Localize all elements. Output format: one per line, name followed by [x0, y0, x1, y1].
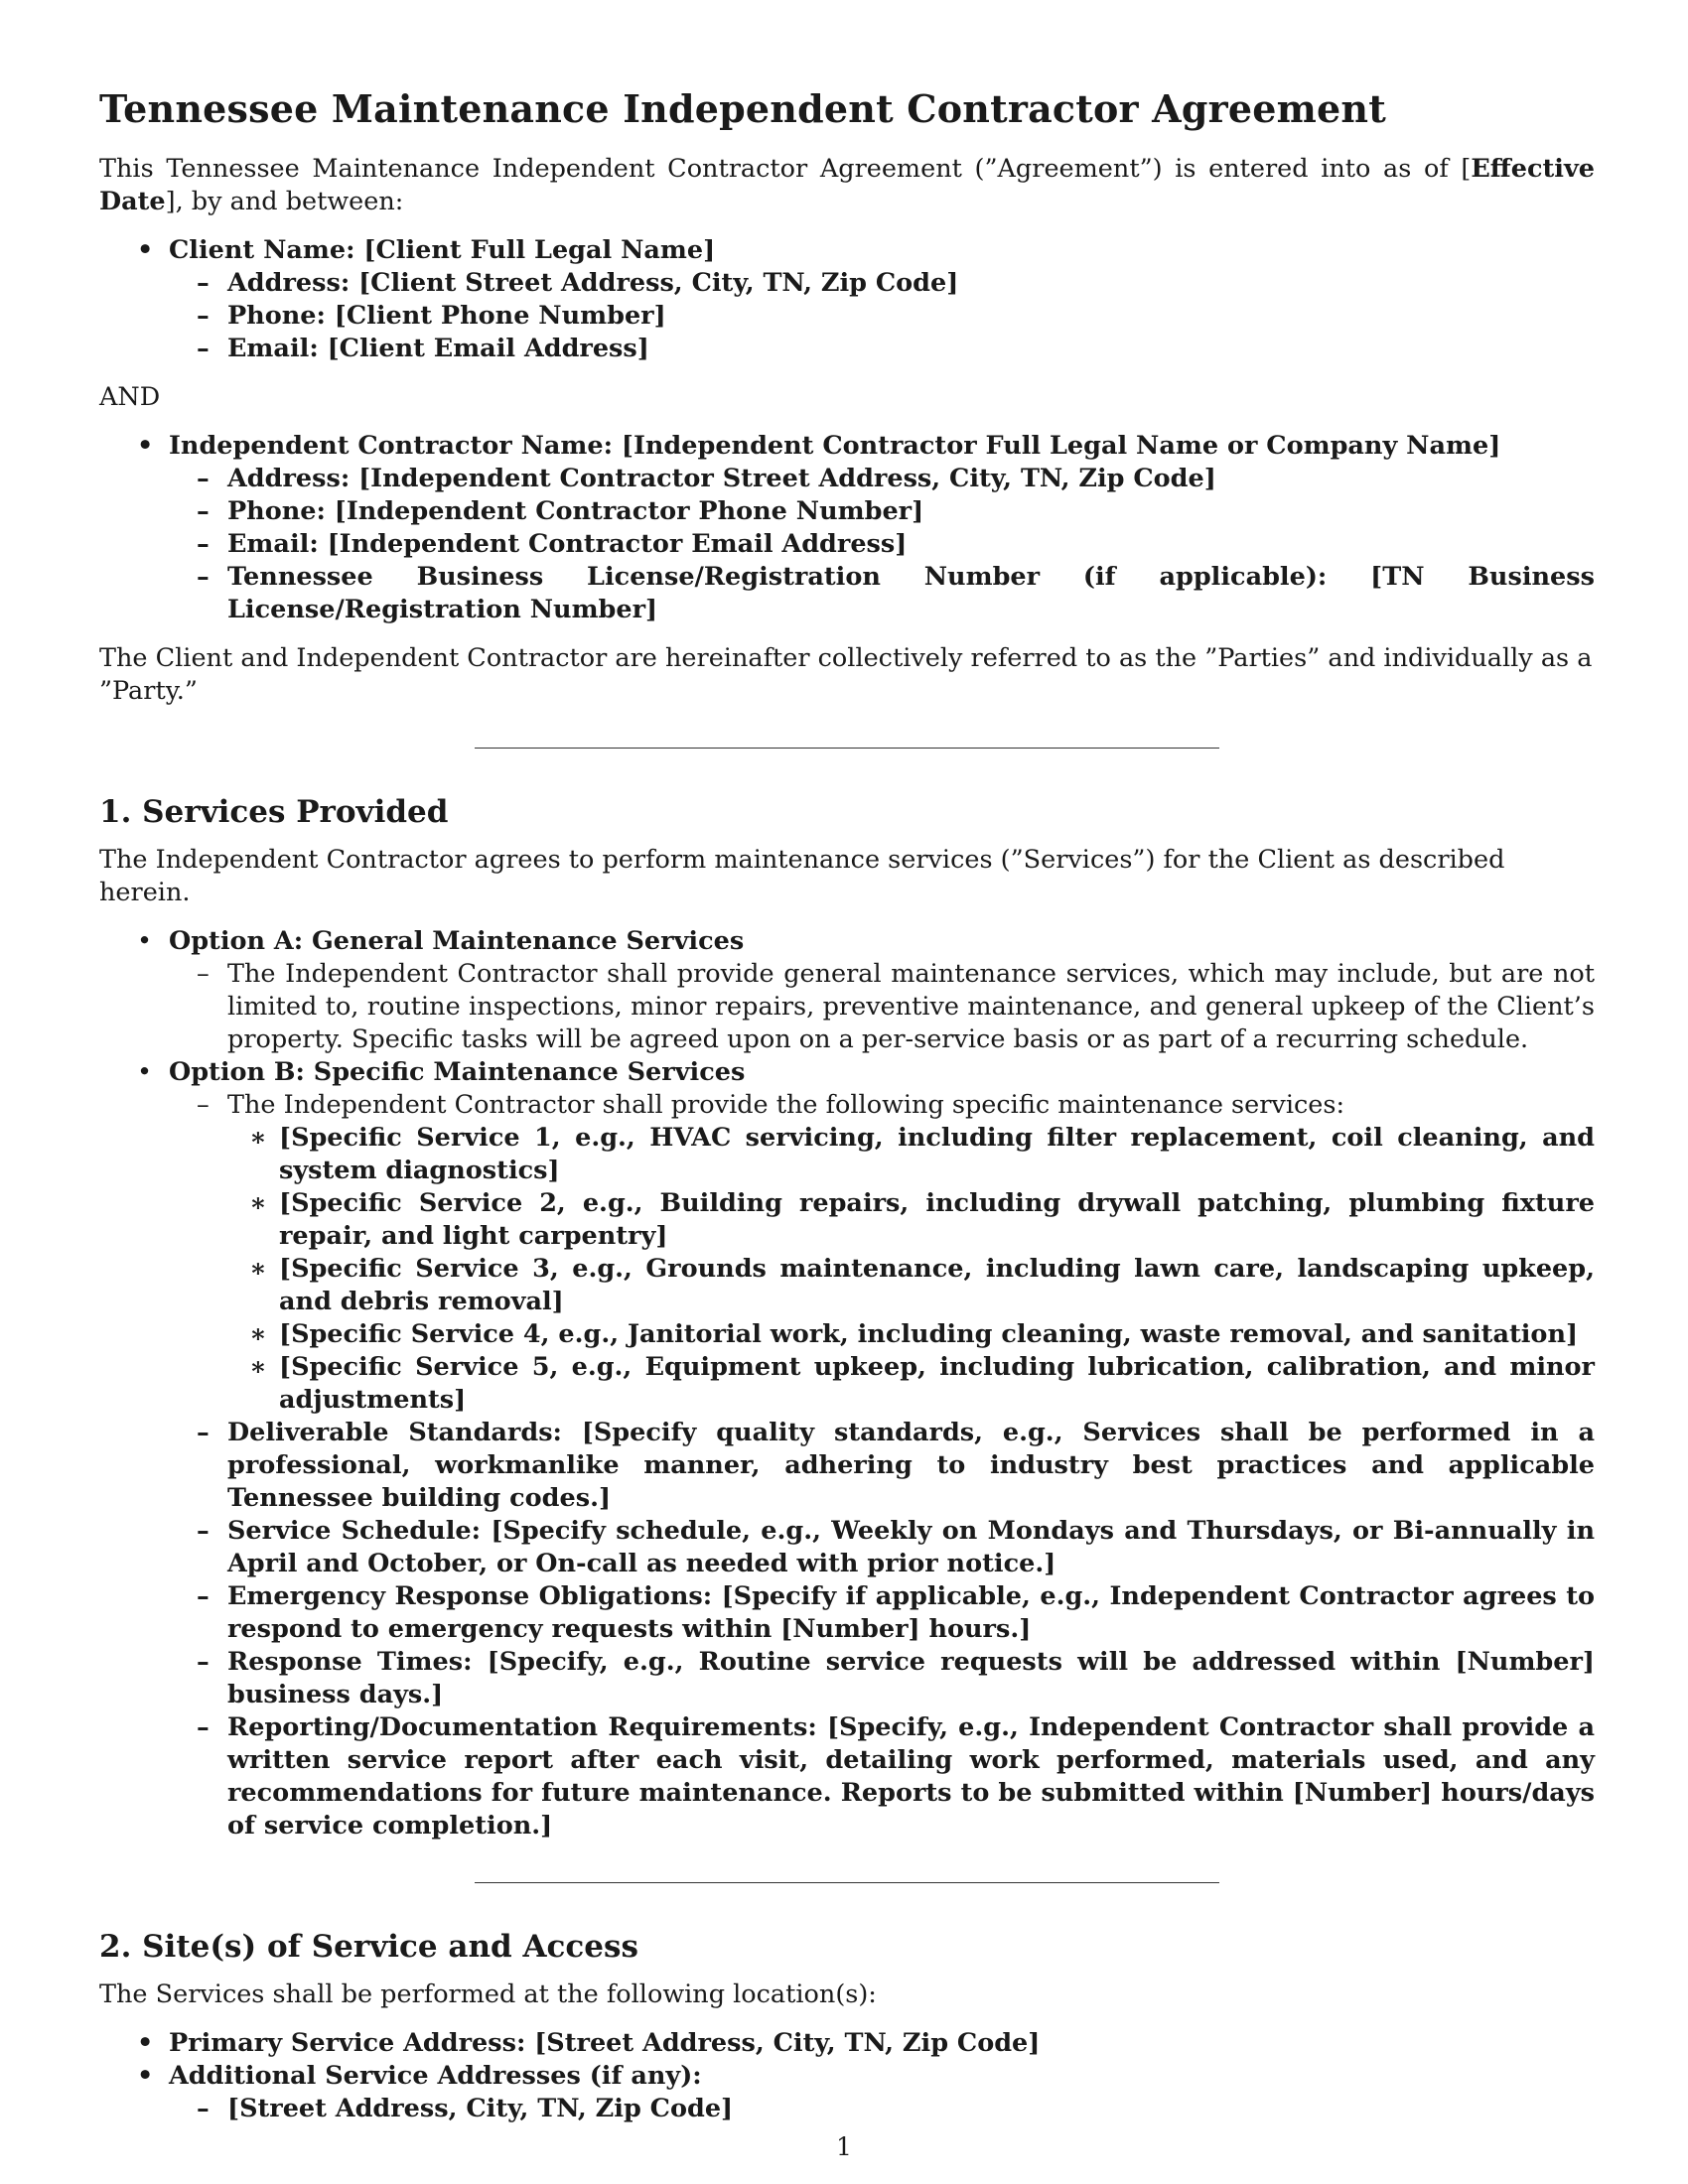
emergency-response: – Emergency Response Obligations: [Specify if applicable, e.g., Independent Contractor agrees to respond to emergency requests within [Number] hours.] — [197, 1581, 1595, 1644]
section-2-intro: The Services shall be performed at the following location(s): — [99, 1979, 877, 2009]
dash-icon: – — [197, 1418, 210, 1447]
specific-service-item: ∗ [Specific Service 1, e.g., HVAC servicing, including filter replacement, coil cleaning, and system diagnostics] — [249, 1123, 1595, 1185]
client-name: • Client Name: [Client Full Legal Name] – Address: [Client Street Address, City, TN, Zip Code] – Phone: [Client Phone Number] – Email: [Client Email Address] — [99, 234, 1595, 365]
intro-before: This Tennessee Maintenance Independent Contractor Agreement (”Agreement”) is entered into as of [ — [99, 154, 1472, 184]
primary-service-address: • Primary Service Address: [Street Address, City, TN, Zip Code] — [137, 2028, 1041, 2058]
dash-icon: – — [197, 529, 210, 559]
parties-paragraph: The Client and Independent Contractor are hereinafter collectively referred to as the ”Parties” and individually as a ”Party.” — [99, 643, 1593, 706]
services-list — [99, 925, 1595, 1843]
contractor-address: – Address: [Independent Contractor Street Address, City, TN, Zip Code] — [197, 464, 1216, 493]
document-page — [99, 85, 1595, 2141]
asterisk-icon: ∗ — [249, 1352, 267, 1382]
section-divider — [475, 748, 1219, 749]
dash-icon: – — [197, 2094, 210, 2123]
service-schedule: – Service Schedule: [Specify schedule, e.g., Weekly on Mondays and Thursdays, or Bi-annually in April and October, or On-call as needed with prior notice.] — [197, 1516, 1595, 1578]
client-info-list — [99, 234, 1595, 365]
specific-service-item: ∗ [Specific Service 2, e.g., Building repairs, including drywall patching, plumbing fixture repair, and light carpentry] — [249, 1188, 1595, 1251]
dash-icon: – — [197, 1581, 210, 1611]
bullet-icon: • — [137, 1057, 153, 1087]
section-2-heading: 2. Site(s) of Service and Access — [99, 1929, 638, 1965]
dash-icon: – — [197, 1712, 210, 1742]
dash-icon: – — [197, 301, 210, 331]
specific-service-item: ∗ [Specific Service 3, e.g., Grounds maintenance, including lawn care, landscaping upkeep, and debris removal] — [249, 1254, 1595, 1316]
response-times: – Response Times: [Specify, e.g., Routine service requests will be addressed within [Number] business days.] — [197, 1647, 1595, 1709]
document-title: Tennessee Maintenance Independent Contractor Agreement — [99, 86, 1386, 131]
client-phone: – Phone: [Client Phone Number] — [197, 301, 666, 331]
dash-icon: – — [197, 1516, 210, 1546]
reporting-requirements: – Reporting/Documentation Requirements: [Specify, e.g., Independent Contractor shall provide a written service report after each visit, detailing work performed, materials used, and any recommendations for future maintenance. Reports to be submitted within [Number] hours/days of service completion.] — [197, 1712, 1595, 1841]
bullet-icon: • — [137, 2028, 154, 2058]
intro-after: ], by and between: — [165, 187, 404, 216]
site-list — [99, 2027, 1595, 2125]
and-separator: AND — [99, 382, 161, 412]
dash-icon: – — [197, 464, 210, 493]
bullet-icon: • — [137, 235, 154, 265]
dash-icon: – — [197, 1647, 210, 1677]
effective-date: Effective Date — [99, 154, 1595, 216]
client-address: – Address: [Client Street Address, City, TN, Zip Code] — [197, 268, 959, 298]
contractor-license: – Tennessee Business License/Registration Number (if applicable): [TN Business License/Registration Number] — [197, 562, 1595, 624]
bullet-icon: • — [137, 2061, 154, 2091]
option-a: • Option A: General Maintenance Services – The Independent Contractor shall provide general maintenance services, which may include, but are not limited to, routine inspections, minor repairs, preventive maintenance, and general upkeep of the Client’s property. Specific tasks will be agreed upon on a per-service basis or as part of a recurring schedule. — [137, 926, 1595, 1054]
dash-icon: – — [197, 496, 210, 526]
bullet-icon: • — [137, 926, 153, 956]
asterisk-icon: ∗ — [249, 1319, 267, 1349]
dash-icon: – — [197, 1090, 210, 1120]
page-number: 1 — [836, 2132, 852, 2161]
asterisk-icon: ∗ — [249, 1188, 267, 1218]
bullet-icon: • — [137, 431, 154, 461]
contractor-name: • Independent Contractor Name: [Independent Contractor Full Legal Name or Company Name] – Address: [Independent Contractor Street Address, City, TN, Zip Code] – Phone: [Independent Contractor Phone Number] – Email: [Independent Contractor Email Address] – Tennessee Business License/Registration Number (if applicable): [TN Business License/Registration Number] — [137, 431, 1595, 624]
dash-icon: – — [197, 268, 210, 298]
option-a-text: – The Independent Contractor shall provide general maintenance services, which may include, but are not limited to, routine inspections, minor repairs, preventive maintenance, and general upkeep of the Client’s property. Specific tasks will be agreed upon on a per-service basis or as part of a recurring schedule. — [197, 959, 1595, 1054]
deliverable-standards: – Deliverable Standards: [Specify quality standards, e.g., Services shall be performed in a professional, workmanlike manner, adhering to industry best practices and applicable Tennessee building codes.] — [197, 1418, 1595, 1513]
contractor-email: – Email: [Independent Contractor Email Address] — [197, 529, 908, 559]
option-b: • Option B: Specific Maintenance Services – The Independent Contractor shall provide the following specific maintenance services: ∗ [Specific Service 1, e.g., HVAC servicing, including filter replacement, coil cleaning, and system diagnostics] ∗ [Specific Service 2, e.g., Building repairs, including drywall patching, plumbing fixture repair, and light carpentry] ∗ [Specific Service 3, e.g., Grounds maintenance, including lawn care, landscaping upkeep, and debris removal] ∗ [Specific Service 4, e.g., Janitorial work, including cleaning, waste removal, and sanitation] ∗ [Specific Service 5, e.g., Equipment upkeep, including lubrication, calibration, and minor adjustments] – Deliverable Standards: [Specify quality standards, e.g., Services shall be performed in a professional, workmanlike manner, adhering to industry best practices and applicable Tennessee building codes.] – Service Schedule: [Specify schedule, e.g., Weekly on Mondays and Thursdays, or Bi-annually in April and October, or On-call as needed with prior notice.] – Emergency Response Obligations: [Specify if applicable, e.g., Independent Contractor agrees to respond to emergency requests within [Number] hours.] – Response Times: [Specify, e.g., Routine service requests will be addressed within [Number] business days.] – Reporting/Documentation Requirements: [Specify, e.g., Independent Contractor shall provide a written service report after each visit, detailing work performed, materials used, and any recommendations for future maintenance. Reports to be submitted within [Number] hours/days of service completion.] — [137, 1057, 1595, 1841]
section-1-heading: 1. Services Provided — [99, 794, 449, 830]
client-email: – Email: [Client Email Address] — [197, 334, 649, 363]
additional-address-item: – [Street Address, City, TN, Zip Code] — [197, 2094, 734, 2123]
contractor-info-list — [99, 430, 1595, 626]
option-b-text: – The Independent Contractor shall provide the following specific maintenance services: ∗ [Specific Service 1, e.g., HVAC servicing, including filter replacement, coil cleaning, and system diagnostics] ∗ [Specific Service 2, e.g., Building repairs, including drywall patching, plumbing fixture repair, and light carpentry] ∗ [Specific Service 3, e.g., Grounds maintenance, including lawn care, landscaping upkeep, and debris removal] ∗ [Specific Service 4, e.g., Janitorial work, including cleaning, waste removal, and sanitation] ∗ [Specific Service 5, e.g., Equipment upkeep, including lubrication, calibration, and minor adjustments] — [197, 1090, 1595, 1415]
contractor-phone: – Phone: [Independent Contractor Phone Number] — [197, 496, 924, 526]
additional-service-addresses: • Additional Service Addresses (if any): – [Street Address, City, TN, Zip Code] — [99, 2060, 1595, 2125]
dash-icon: – — [197, 334, 210, 363]
intro-paragraph — [99, 153, 1595, 218]
asterisk-icon: ∗ — [249, 1123, 267, 1153]
section-1-intro: The Independent Contractor agrees to perform maintenance services (”Services”) for the Client as described herein. — [99, 845, 1505, 907]
specific-service-item: ∗ [Specific Service 5, e.g., Equipment upkeep, including lubrication, calibration, and minor adjustments] — [249, 1352, 1595, 1415]
section-divider — [475, 1882, 1219, 1883]
dash-icon: – — [197, 562, 210, 592]
asterisk-icon: ∗ — [249, 1254, 267, 1284]
dash-icon: – — [197, 959, 210, 989]
specific-service-item: ∗ [Specific Service 4, e.g., Janitorial work, including cleaning, waste removal, and sanitation] — [249, 1319, 1579, 1349]
